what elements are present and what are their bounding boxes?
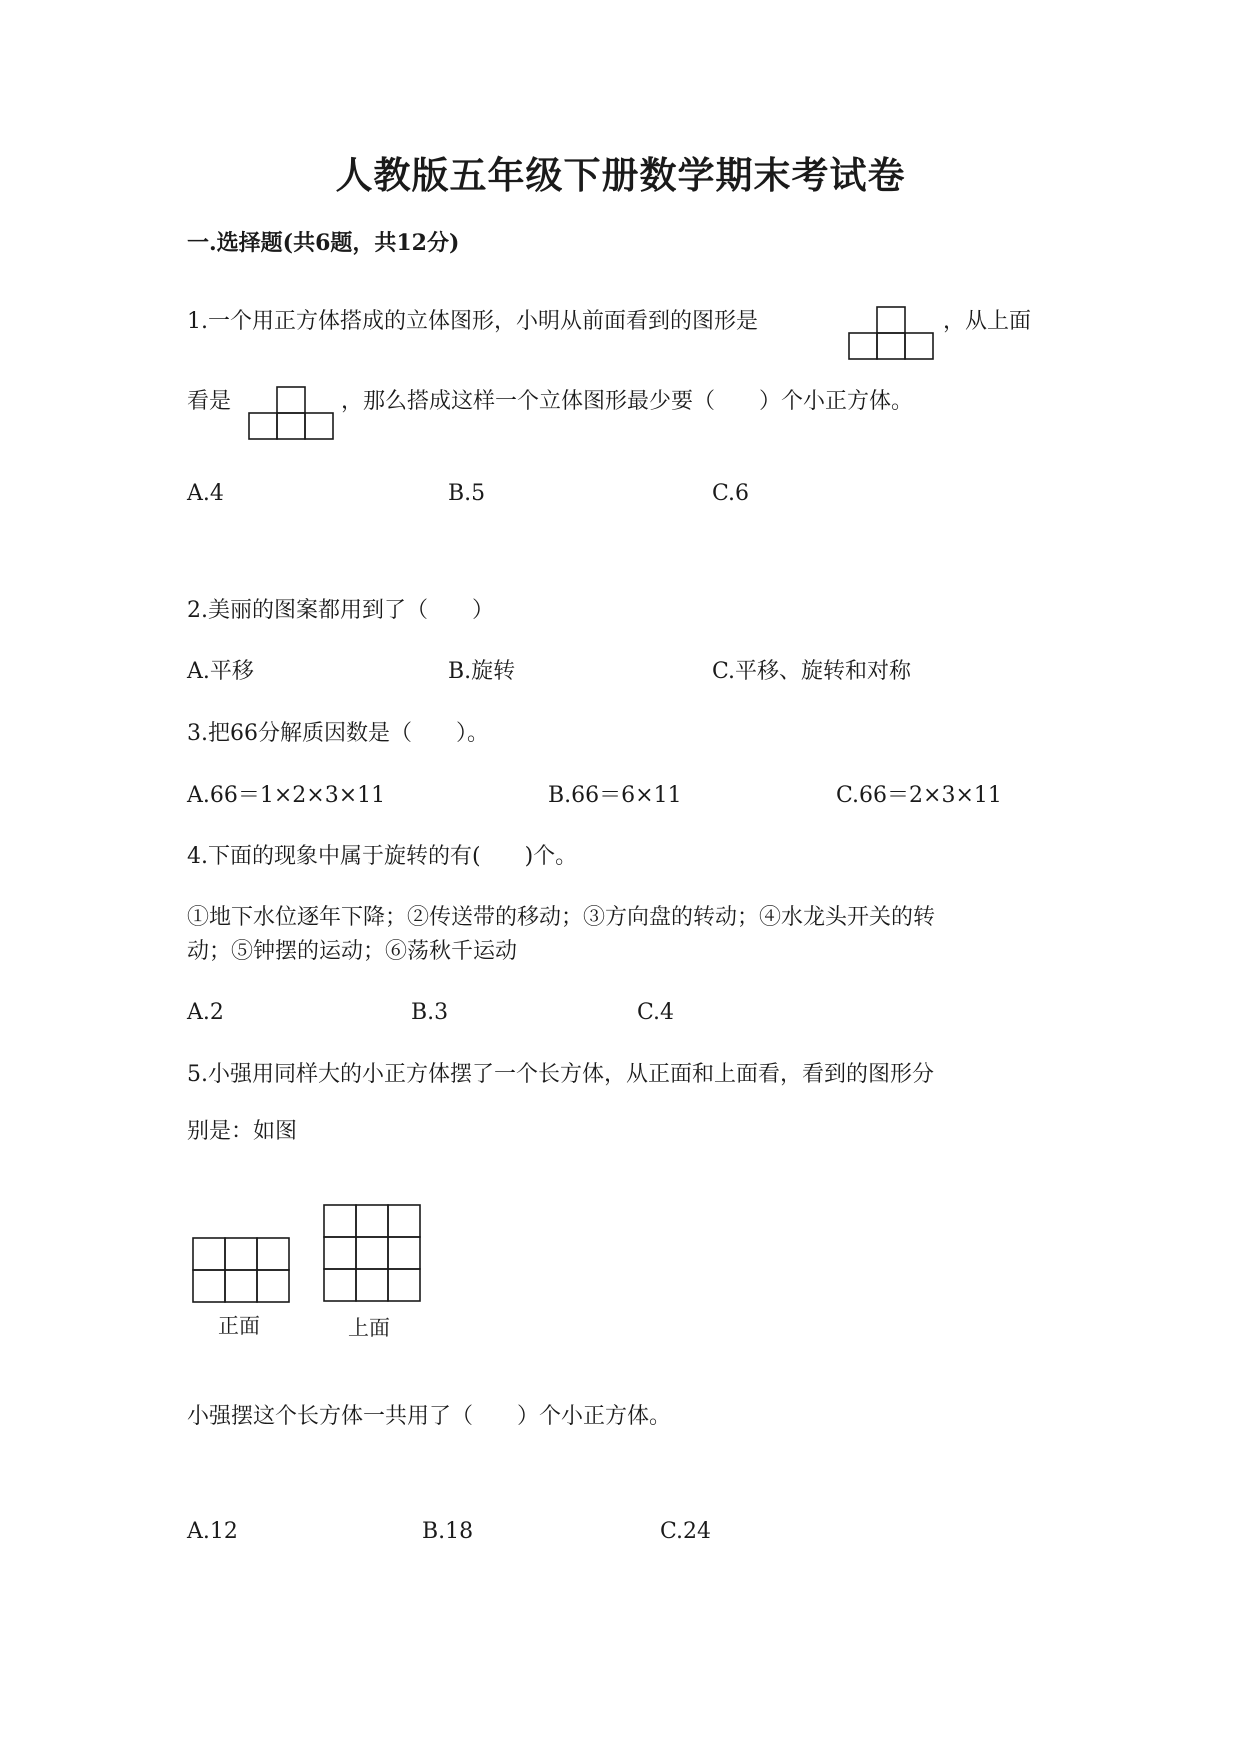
q1-front-view-figure	[848, 305, 938, 361]
q1-option-b[interactable]: B.5	[448, 481, 486, 506]
q3-text: 3.把66分解质因数是（ ）。	[187, 721, 489, 746]
q2-option-c[interactable]: C.平移、旋转和对称	[712, 659, 912, 684]
q5-top-view-label: 上面	[348, 1316, 390, 1340]
q5-top-view-figure	[323, 1204, 425, 1306]
q5-front-view-label: 正面	[218, 1314, 260, 1338]
q4-phenomena-line1: ①地下水位逐年下降；②传送带的移动；③方向盘的转动；④水龙头开关的转	[187, 905, 936, 930]
q3-option-a[interactable]: A.66＝1×2×3×11	[187, 783, 386, 808]
section-heading: 一.选择题(共6题，共12分)	[187, 230, 460, 256]
q5-option-c[interactable]: C.24	[660, 1519, 712, 1544]
q5-question: 小强摆这个长方体一共用了（ ）个小正方体。	[187, 1404, 672, 1429]
q3-option-c[interactable]: C.66＝2×3×11	[836, 783, 1002, 808]
q5-text-line1: 5.小强用同样大的小正方体摆了一个长方体，从正面和上面看，看到的图形分	[187, 1062, 934, 1087]
q1-text-line2-end: ，那么搭成这样一个立体图形最少要（ ）个小正方体。	[341, 389, 914, 414]
q5-option-b[interactable]: B.18	[422, 1519, 474, 1544]
q3-option-b[interactable]: B.66＝6×11	[548, 783, 682, 808]
q1-top-view-figure	[248, 385, 338, 441]
q2-option-b[interactable]: B.旋转	[448, 659, 516, 684]
q5-option-a[interactable]: A.12	[187, 1519, 238, 1544]
q4-option-b[interactable]: B.3	[411, 1000, 449, 1025]
q5-text-line2: 别是：如图	[187, 1119, 298, 1144]
q1-text-line1: 1.一个用正方体搭成的立体图形，小明从前面看到的图形是	[187, 309, 758, 334]
q1-text-line2: 看是	[187, 389, 232, 414]
q4-option-c[interactable]: C.4	[637, 1000, 675, 1025]
q1-option-c[interactable]: C.6	[712, 481, 750, 506]
page-title: 人教版五年级下册数学期末考试卷	[335, 153, 906, 197]
q2-option-a[interactable]: A.平移	[187, 659, 254, 684]
q4-phenomena-line2: 动；⑤钟摆的运动；⑥荡秋千运动	[187, 939, 518, 964]
q1-option-a[interactable]: A.4	[187, 481, 224, 506]
q1-text-line1-end: ，从上面	[943, 309, 1032, 334]
q4-option-a[interactable]: A.2	[187, 1000, 224, 1025]
q4-text: 4.下面的现象中属于旋转的有( )个。	[187, 844, 578, 869]
q5-front-view-figure	[192, 1237, 294, 1307]
q2-text: 2.美丽的图案都用到了（ ）	[187, 598, 494, 623]
